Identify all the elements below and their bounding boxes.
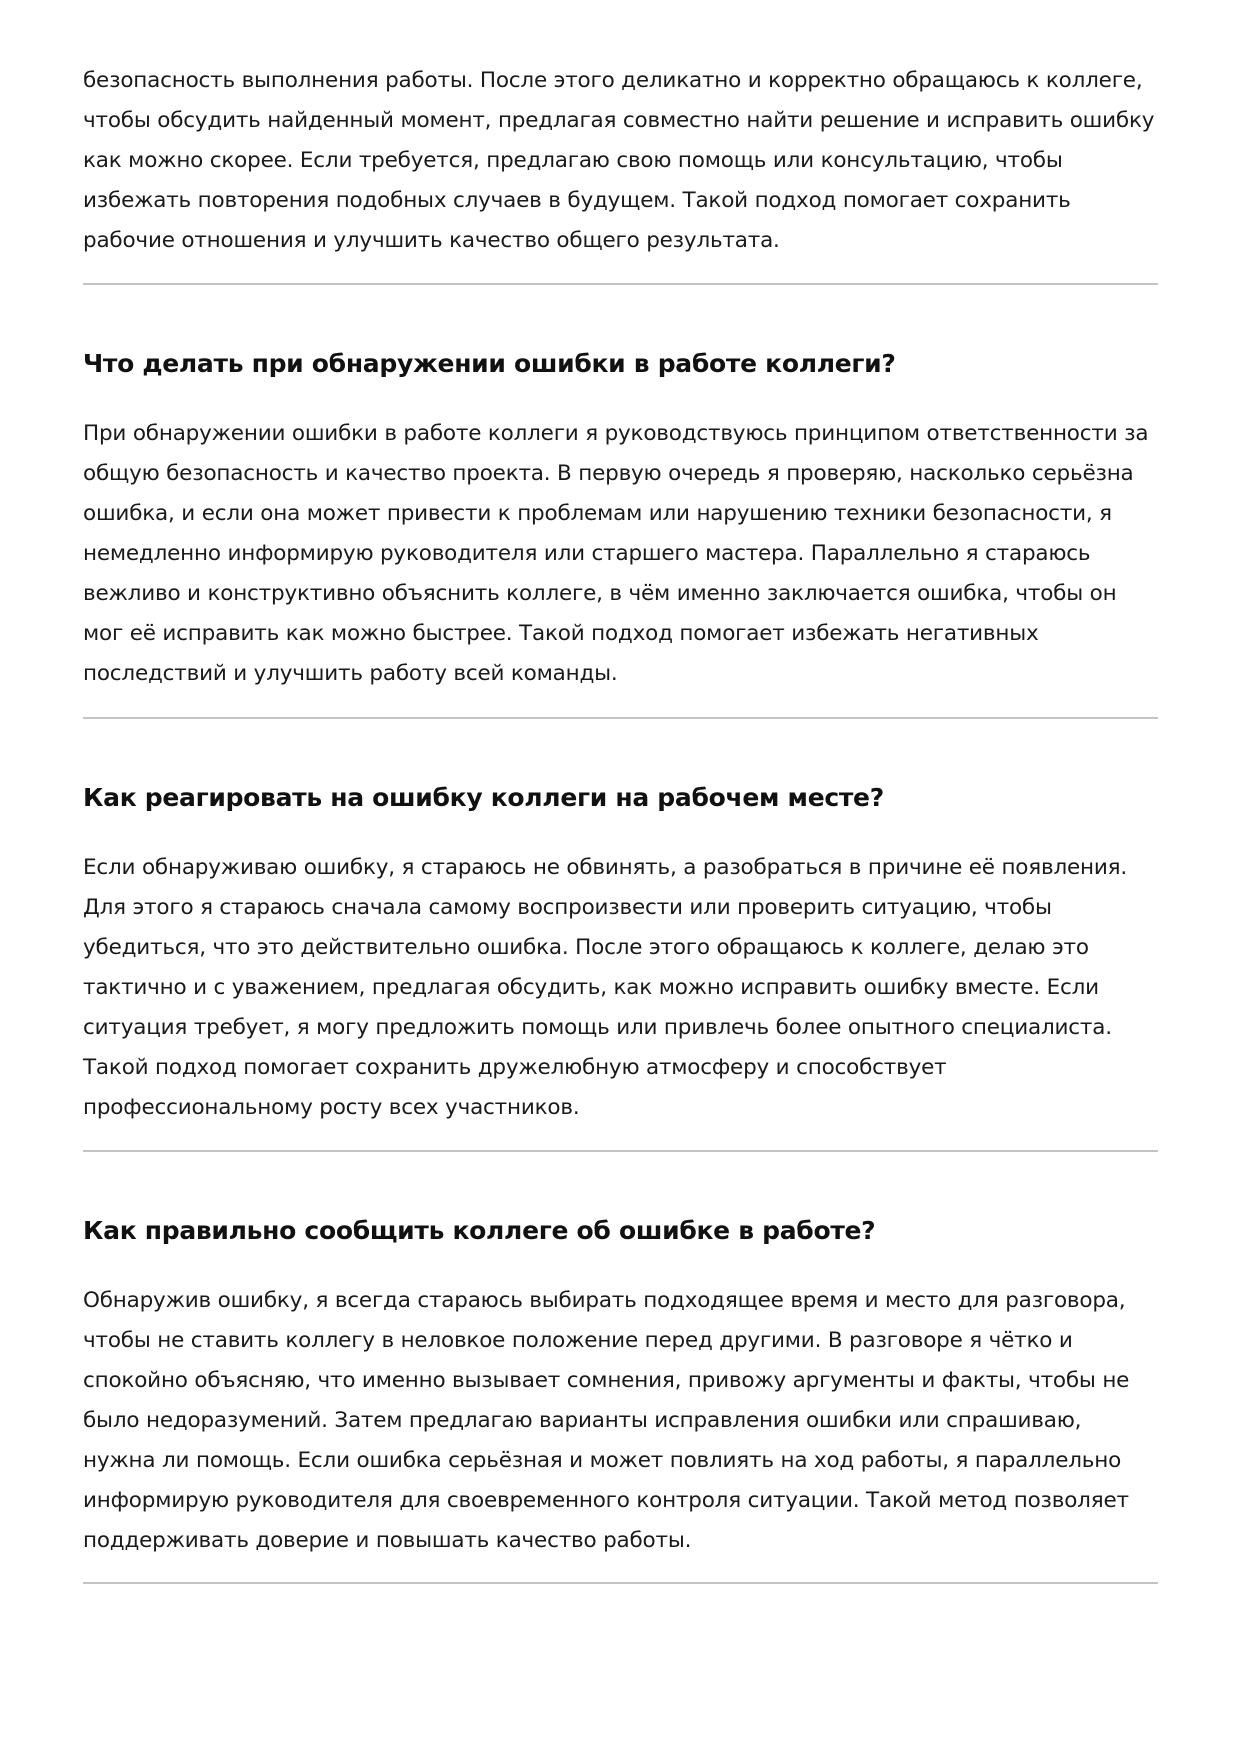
qa-section-2 (83, 781, 1158, 1128)
section-body: При обнаружении ошибки в работе коллеги я руководствуюсь принципом ответственности за общую безопасность и качество проекта. В первую очередь я проверяю, насколько серьёзна ошибка, и если она может привести к проблемам или нарушению техники безопасности, я немедленно информирую руководителя или старшего мастера. Параллельно я стараюсь вежливо и конструктивно объяснить коллеге, в чём именно заключается ошибка, чтобы он мог её исправить как можно быстрее. Такой подход помогает избежать негативных последствий и улучшить работу всей команды. (83, 421, 1149, 686)
lead-paragraph: безопасность выполнения работы. После этого деликатно и корректно обращаюсь к коллеге, чтобы обсудить найденный момент, предлагая совместно найти решение и исправить ошибку как можно скорее. Если требуется, предлагаю свою помощь или консультацию, чтобы избежать повторения подобных случаев в будущем. Такой подход помогает сохранить рабочие отношения и улучшить качество общего результата. (83, 68, 1155, 253)
section-heading: Как правильно сообщить коллеге об ошибке в работе? (83, 1216, 876, 1245)
section-body: Если обнаруживаю ошибку, я стараюсь не обвинять, а разобраться в причине её появления. Для этого я стараюсь сначала самому воспроизвести или проверить ситуацию, чтобы убедиться, что это действительно ошибка. После этого обращаюсь к коллеге, делаю это тактично и с уважением, предлагая обсудить, как можно исправить ошибку вместе. Если ситуация требует, я могу предложить помощь или привлечь более опытного специалиста. Такой подход помогает сохранить дружелюбную атмосферу и способствует профессиональному росту всех участников. (83, 855, 1128, 1120)
section-divider (83, 283, 1158, 285)
qa-section-1 (83, 347, 1158, 694)
qa-section-3 (83, 1214, 1158, 1561)
section-divider (83, 717, 1158, 719)
section-divider (83, 1150, 1158, 1152)
section-heading: Как реагировать на ошибку коллеги на рабочем месте? (83, 783, 884, 812)
section-divider (83, 1582, 1158, 1584)
section-heading: Что делать при обнаружении ошибки в работе коллеги? (83, 349, 896, 378)
section-body: Обнаружив ошибку, я всегда стараюсь выбирать подходящее время и место для разговора, чтобы не ставить коллегу в неловкое положение перед другими. В разговоре я чётко и спокойно объясняю, что именно вызывает сомнения, привожу аргументы и факты, чтобы не было недоразумений. Затем предлагаю варианты исправления ошибки или спрашиваю, нужна ли помощь. Если ошибка серьёзная и может повлиять на ход работы, я параллельно информирую руководителя для своевременного контроля ситуации. Такой метод позволяет поддерживать доверие и повышать качество работы. (83, 1288, 1130, 1553)
